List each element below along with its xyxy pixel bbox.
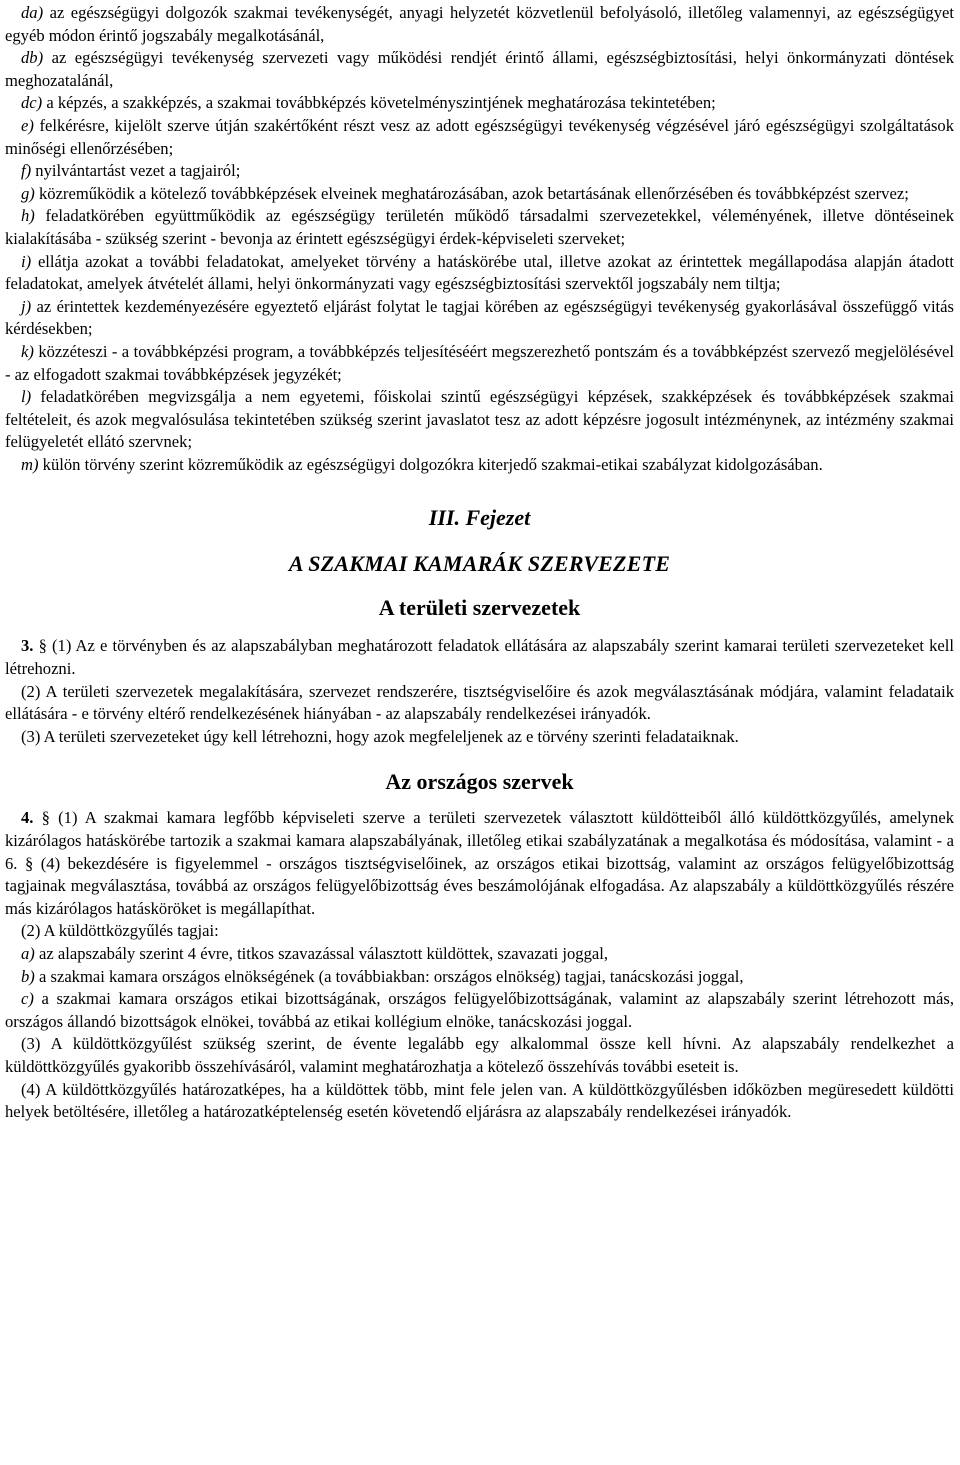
section-3-paragraph-2: (2) A területi szervezetek megalakítására, szervezet rendszerére, tisztségviselőire és azok megválasztásának módjára, valamint feladataik ellátására - e törvény eltérő rendelkezésének hiányában - az alapszabály rendelkezései irányadók. <box>5 681 954 724</box>
item-label: j) <box>21 296 32 316</box>
list-item-e <box>5 115 954 160</box>
list-item-i <box>5 251 954 296</box>
item-label: i) <box>21 251 32 271</box>
item-text: felkérésre, kijelölt szerve útján szakértőként részt vesz az adott egészségügyi tevékenység végzésével járó egészségügyi szolgáltatások minőségi ellenőrzésében; <box>5 115 954 158</box>
item-label: c) <box>21 989 34 1009</box>
list-item-j <box>5 296 954 341</box>
item-text: feladatkörében együttműködik az egészségügy területén működő társadalmi szervezetekkel, véleményének, illetve döntéseinek kialakításába - szükség szerint - bevonja az érintett egészségügyi érdek-képviseleti szerveket; <box>5 206 954 248</box>
item-label: a) <box>21 944 35 963</box>
section-3-paragraph-1 <box>5 635 954 680</box>
list-item-l <box>5 386 954 454</box>
list-item-db <box>5 47 954 92</box>
section-number: 3. <box>21 636 34 656</box>
section-number: 4. <box>21 808 34 828</box>
section-heading-regional: A területi szervezetek <box>378 595 581 621</box>
item-label: k) <box>21 341 34 361</box>
item-text: feladatkörében megvizsgálja a nem egyetemi, főiskolai szintű egészségügyi képzések, szakképzések és továbbképzések szakmai feltételeit, és azok megvalósulása tekintetében szükség szerint javaslatot tesz az adott képzésre jogosult intézménynek, az intézmény szakmai felügyeletét ellátó szervnek; <box>5 387 954 452</box>
item-text: a szakmai kamara országos elnökségének (a továbbiakban: országos elnökség) tagjai, tanácskozási joggal, <box>34 966 744 986</box>
item-label: m) <box>21 454 39 474</box>
paragraph-text: (1) Az e törvényben és az alapszabályban meghatározott feladatok ellátására az alapszabály szerint kamarai területi szervezeteket kell létrehozni. <box>5 636 954 679</box>
item-text: az egészségügyi dolgozók szakmai tevékenységét, anyagi helyzetét közvetlenül befolyásoló, illetőleg valamennyi, az egészségügyet egyéb módon érintő jogszabály megalkotásánál, <box>5 3 954 45</box>
item-text: közzéteszi - a továbbképzési program, a továbbképzés teljesítéséért megszerezhető pontszám és a továbbképzést szervező megjelölésével - az elfogadott szakmai továbbképzések jegyzékét; <box>5 341 954 384</box>
item-text: az érintettek kezdeményezésére egyeztető eljárást folytat le tagjai körében az egészségügyi tevékenység gyakorlásával összefüggő vitás kérdésekben; <box>5 296 954 339</box>
section-4-paragraph-3: (3) A küldöttközgyűlést szükség szerint, de évente legalább egy alkalommal össze kell hívni. Az alapszabály rendelkezhet a küldöttközgyűlés gyakoribb összehívásáról, valamint meghatározhatja a kötelező összehívás további eseteit is. <box>5 1034 954 1076</box>
list-item-dc <box>5 92 954 115</box>
item-text: az egészségügyi tevékenység szervezeti vagy működési rendjét érintő állami, egészségbiztosítási, helyi önkormányzati döntések meghozatalánál, <box>5 48 954 90</box>
item-text: közreműködik a kötelező továbbképzések elveinek meghatározásában, azok betartásának ellenőrzésében és továbbképzést szervez; <box>34 183 909 203</box>
item-label: da) <box>21 3 44 22</box>
section-3-paragraph-3: (3) A területi szervezeteket úgy kell létrehozni, hogy azok megfeleljenek az e törvény szerinti feladataiknak. <box>21 726 739 746</box>
item-label: db) <box>21 48 44 68</box>
section-4-paragraph-2: (2) A küldöttközgyűlés tagjai: <box>21 921 219 941</box>
list-item-f <box>5 160 954 183</box>
item-text: az alapszabály szerint 4 évre, titkos szavazással választott küldöttek, szavazati joggal, <box>34 944 609 963</box>
section-symbol: § <box>41 808 50 828</box>
list-item-h <box>5 205 954 250</box>
section-4-paragraph-1 <box>5 807 954 920</box>
item-label: b) <box>21 966 35 986</box>
section-4-paragraph-4: (4) A küldöttközgyűlés határozatképes, ha a küldöttek több, mint fele jelen van. A küldöttközgyűlésben időközben megüresedett küldötti helyek betöltésére, illetőleg a határozatképtelenség esetén követendő eljárásra az alapszabály rendelkezései irányadók. <box>5 1079 954 1122</box>
paragraph-text: (1) A szakmai kamara legfőbb képviseleti szerve a területi szervezetek választott küldötteiből álló küldöttközgyűlés, amelynek kizárólagos hatáskörébe tartozik a szakmai kamara alapszabályának, illetőleg etikai szabályzatának a megalkotása és módosítása, valamint - a 6. § (4) bekezdésére is figyelemmel - országos tisztségviselőinek, az országos etikai bizottság, valamint az országos felügyelőbizottság tagjainak megválasztása, továbbá az országos felügyelőbizottság éves beszámolójának elfogadása. Az alapszabály a küldöttközgyűlés részére más kizárólagos hatásköröket is megállapíthat. <box>5 808 954 918</box>
item-label: dc) <box>21 93 43 113</box>
list-item-g <box>5 183 954 206</box>
item-text: külön törvény szerint közreműködik az egészségügyi dolgozókra kiterjedő szakmai-etikai szabályzat kidolgozásában. <box>38 454 823 474</box>
chapter-title: A SZAKMAI KAMARÁK SZERVEZETE <box>288 551 671 577</box>
chapter-number: III. Fejezet <box>428 505 531 531</box>
list-item-k <box>5 341 954 386</box>
item-text: nyilvántartást vezet a tagjairól; <box>31 161 241 181</box>
list-item-da <box>5 2 954 47</box>
list-item-a <box>5 943 954 966</box>
item-text: a szakmai kamara országos etikai bizottságának, országos felügyelőbizottságának, valamint az alapszabály szerint létrehozott más, országos állandó bizottságok elnökei, továbbá az etikai kollégium elnöke, tanácskozási joggal. <box>5 989 954 1031</box>
section-symbol: § <box>38 636 47 656</box>
list-item-c <box>5 988 954 1033</box>
item-label: g) <box>21 183 35 203</box>
list-item-b <box>5 966 954 989</box>
item-label: e) <box>21 115 34 135</box>
item-text: a képzés, a szakképzés, a szakmai továbbképzés követelményszintjének meghatározása tekintetében; <box>42 93 716 113</box>
section-heading-national: Az országos szervek <box>385 769 574 795</box>
item-text: ellátja azokat a további feladatokat, amelyeket törvény a hatáskörébe utal, illetve azokat az érintettek megállapodása alapján átadott feladatokat, amelyek átvételét állami, helyi önkormányzati vagy egészségbiztosítási szervektől jogszabály nem tiltja; <box>5 251 954 294</box>
item-label: h) <box>21 206 35 226</box>
item-label: l) <box>21 387 32 407</box>
list-item-m <box>5 454 954 477</box>
item-label: f) <box>21 161 32 181</box>
